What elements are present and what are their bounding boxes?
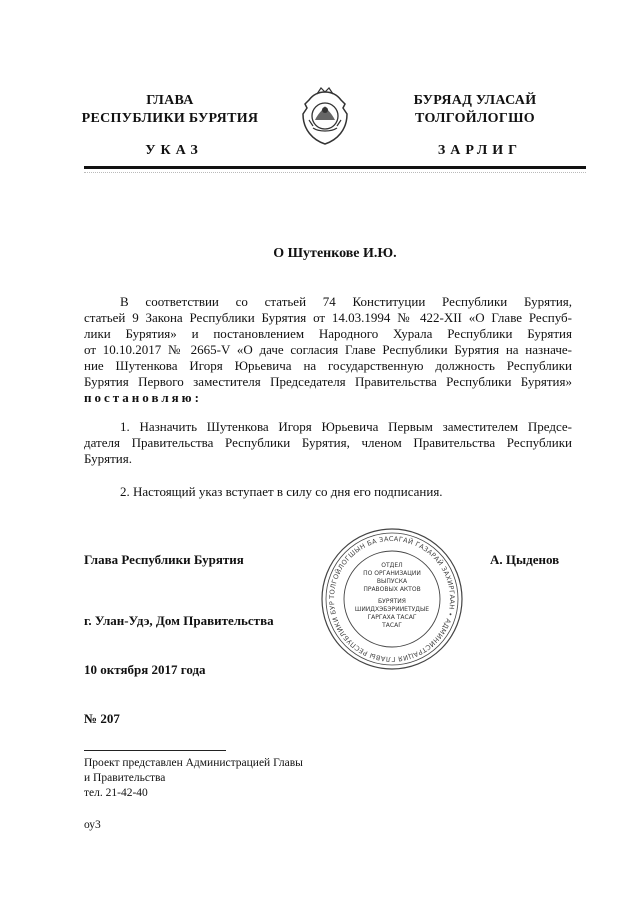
header-left-doc-type: УКАЗ (145, 143, 203, 158)
footnote-line: тел. 21-42-40 (84, 787, 148, 799)
seal-center-line: ОТДЕЛ (381, 562, 403, 569)
initials: оу3 (84, 819, 101, 831)
preamble-line: статьей 9 Закона Республики Бурятия от 14.03.1994 № 422-XII «О Главе Респуб- (84, 310, 572, 325)
header-left-line2: РЕСПУБЛИКИ БУРЯТИЯ (81, 111, 259, 126)
footnote (84, 756, 384, 801)
signature-name: А. Цыденов (490, 552, 560, 567)
signature-position: Глава Республики Бурятия (84, 552, 244, 567)
seal-center-line: ШИИДХЭБЭРИИЕТУДЫЕ (354, 606, 430, 613)
decree-date: 10 октября 2017 года (84, 662, 206, 677)
seal-center-line: ПРАВОВЫХ АКТОВ (363, 586, 421, 593)
preamble-line: ние Шутенкова Игоря Юрьевича на государственную должность Республики (84, 358, 572, 373)
header-divider (84, 166, 586, 169)
footnote-line: и Правительства (84, 772, 166, 784)
seal-center-line: БУРЯТИЯ (378, 598, 406, 605)
footnote-line: Проект представлен Администрацией Главы (84, 757, 303, 769)
seal-center-line: ТАСАГ (382, 622, 402, 629)
preamble-line: от 10.10.2017 № 2665-V «О даче согласия Главе Республики Бурятия на назначе- (84, 342, 572, 357)
header-right-doc-type: ЗАРЛИГ (437, 143, 523, 158)
svg-text:ТОЛГОЙЛОГШЫН БА ЗАСАГАЙ ГАЗАРА (318, 527, 456, 663)
preamble-line: лики Бурятия» и постановлением Народного Хурала Республики Бурятия (84, 326, 572, 341)
seal-center-line: ГАРГАХА ТАСАГ (367, 614, 417, 621)
header-right-line2: ТОЛГОЙЛОГШО (415, 111, 535, 126)
decree-word: постановляю: (84, 390, 202, 405)
preamble (84, 294, 572, 406)
header-right-line1: БУРЯАД УЛАСАЙ (413, 93, 537, 108)
decree-number: № 207 (84, 711, 120, 726)
official-seal (318, 527, 466, 671)
seal-center-line: ВЫПУСКА (376, 578, 408, 585)
item1-line: дателя Правительства Республики Бурятия, членом Правительства Республики (84, 435, 572, 450)
item1-line: Бурятия. (84, 451, 132, 466)
header-left-line1: ГЛАВА (146, 93, 194, 108)
seal-center-line: ПО ОРГАНИЗАЦИИ (363, 570, 421, 577)
header-dotted-divider (84, 172, 586, 177)
preamble-line: Бурятия Первого заместителя Председателя Правительства Республики Бурятия» (84, 374, 572, 389)
decree-item-1 (84, 419, 572, 467)
decree-item-2: 2. Настоящий указ вступает в силу со дня его подписания. (120, 484, 443, 499)
footnote-divider (84, 750, 226, 751)
preamble-line: В соответствии со статьей 74 Конституции Республики Бурятия, (120, 294, 572, 309)
signing-place: г. Улан-Удэ, Дом Правительства (84, 613, 274, 628)
decree-title: О Шутенкове И.Ю. (273, 246, 397, 261)
coat-of-arms-icon (295, 86, 355, 148)
item1-line: 1. Назначить Шутенкова Игоря Юрьевича Первым заместителем Предсе- (120, 419, 572, 434)
seal-ring-text: ТОЛГОЙЛОГШЫН БА ЗАСАГАЙ ГАЗАРАЙ ЗАХИРГААН • АДМИНИСТРАЦИЯ ГЛАВЫ РЕСПУБЛИКИ БУР (327, 534, 457, 664)
